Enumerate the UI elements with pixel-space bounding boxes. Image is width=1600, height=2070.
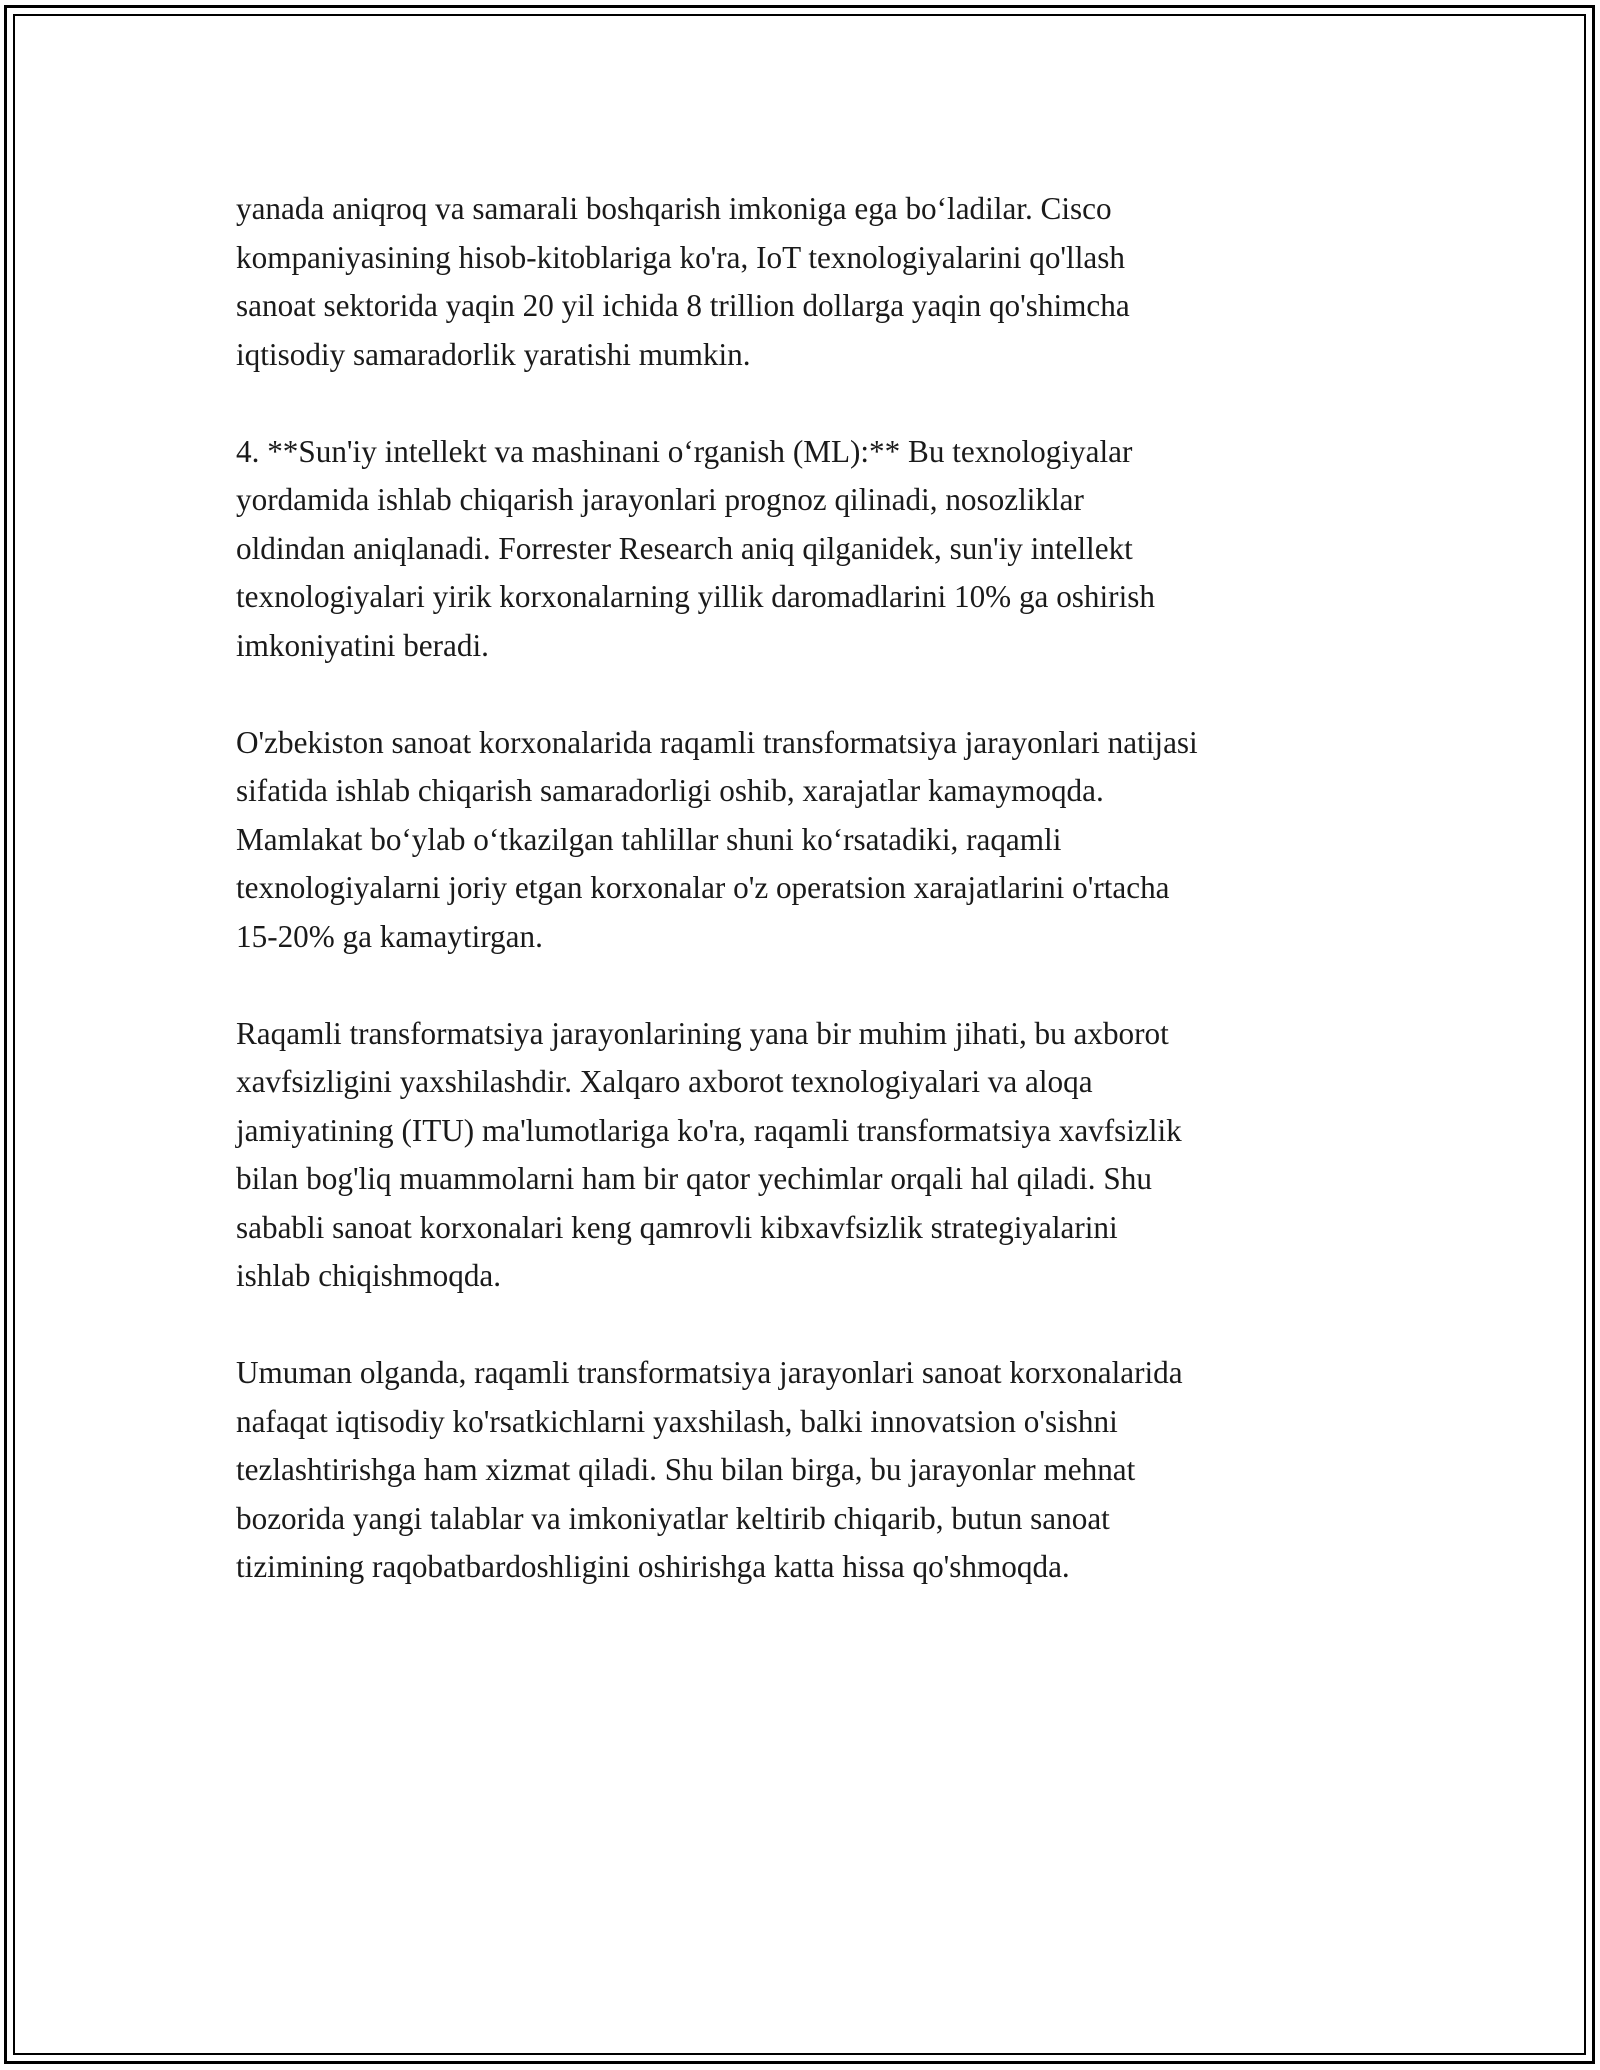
text-line: Umuman olganda, raqamli transformatsiya jarayonlari sanoat korxonalarida (236, 1355, 1183, 1390)
text-line: xavfsizligini yaxshilashdir. Xalqaro axborot texnologiyalari va aloqa (236, 1064, 1093, 1099)
text-line: sifatida ishlab chiqarish samaradorligi oshib, xarajatlar kamaymoqda. (236, 773, 1104, 808)
text-line: texnologiyalari yirik korxonalarning yillik daromadlarini 10% ga oshirish (236, 579, 1155, 614)
text-line: sanoat sektorida yaqin 20 yil ichida 8 trillion dollarga yaqin qo'shimcha (236, 288, 1130, 323)
text-line: 4. **Sun'iy intellekt va mashinani o‘rganish (ML):** Bu texnologiyalar (236, 433, 1133, 469)
text-line: Mamlakat bo‘ylab o‘tkazilgan tahlillar shuni ko‘rsatadiki, raqamli (236, 821, 1062, 857)
paragraph-conclusion (236, 1349, 1406, 1592)
text-line: tezlashtirishga ham xizmat qiladi. Shu bilan birga, bu jarayonlar mehnat (236, 1452, 1136, 1487)
paragraph-ai-ml (236, 428, 1406, 671)
paragraph-uzbekistan (236, 719, 1406, 962)
text-line: yordamida ishlab chiqarish jarayonlari prognoz qilinadi, nosozliklar (236, 482, 1084, 517)
text-line: bilan bog'liq muammolarni ham bir qator yechimlar orqali hal qiladi. Shu (236, 1161, 1152, 1196)
text-line: O'zbekiston sanoat korxonalarida raqamli transformatsiya jarayonlari natijasi (236, 724, 1198, 760)
text-line: iqtisodiy samaradorlik yaratishi mumkin. (236, 336, 751, 372)
text-line: ishlab chiqishmoqda. (236, 1258, 502, 1293)
text-line: tizimining raqobatbardoshligini oshirishga katta hissa qo'shmoqda. (236, 1549, 1070, 1584)
text-line: oldindan aniqlanadi. Forrester Research aniq qilganidek, sun'iy intellekt (236, 530, 1133, 566)
document-body (236, 185, 1406, 1640)
text-line: kompaniyasining hisob-kitoblariga ko'ra, IoT texnologiyalarini qo'llash (236, 239, 1125, 275)
text-line: yanada aniqroq va samarali boshqarish imkoniga ega bo‘ladilar. Cisco (236, 191, 1112, 226)
text-line: jamiyatining (ITU) ma'lumotlariga ko'ra, raqamli transformatsiya xavfsizlik (236, 1112, 1182, 1148)
text-line: bozorida yangi talablar va imkoniyatlar keltirib chiqarib, butun sanoat (236, 1500, 1110, 1536)
text-line: imkoniyatini beradi. (236, 627, 489, 663)
text-line: sababli sanoat korxonalari keng qamrovli kibxavfsizlik strategiyalarini (236, 1209, 1118, 1245)
paragraph-iot-economics (236, 185, 1406, 379)
text-line: 15-20% ga kamaytirgan. (236, 918, 543, 954)
text-line: Raqamli transformatsiya jarayonlarining yana bir muhim jihati, bu axborot (236, 1015, 1169, 1051)
text-line: texnologiyalarni joriy etgan korxonalar o'z operatsion xarajatlarini o'rtacha (236, 870, 1170, 905)
text-line: nafaqat iqtisodiy ko'rsatkichlarni yaxshilash, balki innovatsion o'sishni (236, 1403, 1118, 1439)
paragraph-security (236, 1010, 1406, 1301)
